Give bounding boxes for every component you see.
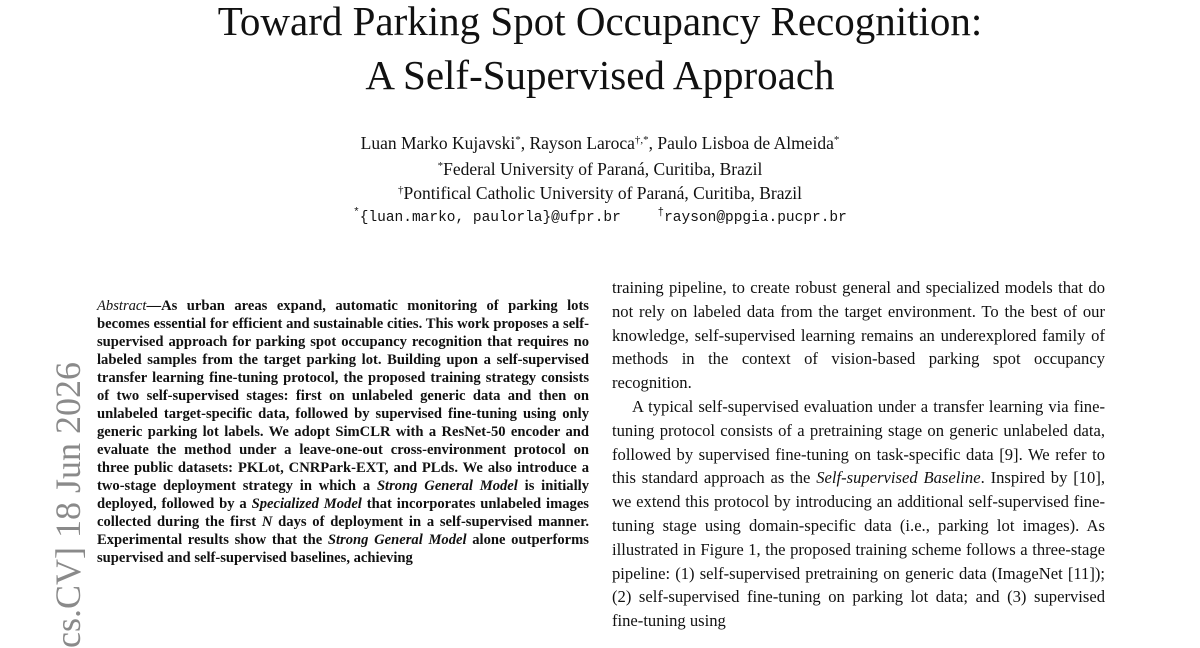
affiliation-mark: * bbox=[437, 160, 444, 172]
email-line bbox=[0, 206, 1200, 231]
abstract-emphasis: Strong General Model bbox=[327, 532, 467, 548]
paper-title-line-1: Toward Parking Spot Occupancy Recognition: bbox=[217, 0, 983, 44]
affiliation-mark: † bbox=[397, 184, 404, 196]
abstract-text: days of deployment in a self-supervised manner. Experimental results show that the bbox=[97, 514, 589, 548]
author-mark: * bbox=[833, 134, 840, 146]
email-mark: † bbox=[657, 207, 665, 219]
body-text: . Inspired by [10], we extend this protocol by introducing an additional self-supervised fine-tuning stage using domain-specific data (i.e., parking lot images). As illustrated in Figure 1, the proposed training scheme follows a three-stage pipeline: (1) self-supervised pretraining on generic data (ImageNet [11]); (2) self-supervised fine-tuning on parking lot data; and (3) supervised fine-tuning using bbox=[612, 468, 1106, 631]
abstract-emphasis: N bbox=[261, 514, 273, 530]
body-paragraph-1: training pipeline, to create robust general and specialized models that do not rely on labeled data from the target environment. To the best of our knowledge, self-supervised learning remains an underexplored family of methods in the context of vision-based parking spot occupancy recognition. bbox=[612, 278, 1105, 393]
author-name: Luan Marko Kujavski bbox=[360, 133, 516, 153]
body-emphasis: Self-supervised Baseline bbox=[816, 468, 981, 488]
email-2[interactable] bbox=[657, 207, 847, 226]
abstract-dash: — bbox=[146, 298, 162, 314]
author-name: Paulo Lisboa de Almeida bbox=[657, 133, 834, 153]
author-list: Luan Marko Kujavski*, Rayson Laroca†,*, Paulo Lisboa de Almeida* bbox=[360, 133, 840, 153]
email-mark: * bbox=[353, 207, 360, 219]
abstract-text: that incorporates unlabeled images collected during the first bbox=[97, 496, 589, 530]
email-text: {luan.marko, paulorla}@ufpr.br bbox=[359, 210, 621, 226]
paper-title-line-2: A Self-Supervised Approach bbox=[365, 52, 835, 98]
abstract-heading: Abstract bbox=[97, 298, 147, 314]
author-mark: †,* bbox=[634, 134, 649, 146]
body-paragraph-2 bbox=[612, 395, 1105, 633]
affiliation-2 bbox=[0, 181, 1200, 206]
abstract-text: As urban areas expand, automatic monitoring of parking lots becomes essential for efficient and sustainable cities. This work proposes a self-supervised approach for parking spot occupancy recognition that requires no labeled samples from the target parking lot. Building upon a self-supervised transfer learning fine-tuning protocol, the proposed training strategy consists of two self-supervised stages: first on unlabeled generic data and then on unlabeled target-specific data, followed by supervised fine-tuning using only generic parking lot labels. We adopt SimCLR with a ResNet-50 encoder and evaluate the method under a leave-one-out cross-environment protocol on three public datasets: PKLot, CNRPark-EXT, and PLds. We also introduce a two-stage deployment strategy in which a bbox=[97, 298, 589, 494]
email-text: rayson@ppgia.pucpr.br bbox=[664, 210, 847, 226]
affiliation-text: Federal University of Paraná, Curitiba, Brazil bbox=[443, 159, 763, 179]
body-column-right bbox=[612, 276, 1105, 633]
abstract-emphasis: Specialized Model bbox=[251, 496, 362, 512]
author-name: Rayson Laroca bbox=[529, 133, 635, 153]
affiliation-1 bbox=[0, 157, 1200, 182]
abstract-text: alone outperforms supervised and self-supervised baselines, achieving bbox=[97, 532, 589, 566]
abstract-emphasis: Strong General Model bbox=[376, 478, 518, 494]
author-mark: * bbox=[515, 134, 521, 146]
affiliation-text: Pontifical Catholic University of Paraná, Curitiba, Brazil bbox=[403, 183, 803, 203]
email-1[interactable] bbox=[353, 207, 621, 226]
body-text: A typical self-supervised evaluation under a transfer learning via fine-tuning protocol consists of a pretraining stage on generic unlabeled data, followed by supervised fine-tuning on task-specific data [9]. We refer to this standard approach as the bbox=[612, 396, 1105, 488]
arxiv-side-stamp: cs.CV] 18 Jun 2026 bbox=[48, 362, 88, 648]
abstract-paragraph bbox=[97, 297, 589, 567]
abstract-text: is initially deployed, followed by a bbox=[97, 478, 590, 512]
abstract-section bbox=[97, 297, 589, 567]
